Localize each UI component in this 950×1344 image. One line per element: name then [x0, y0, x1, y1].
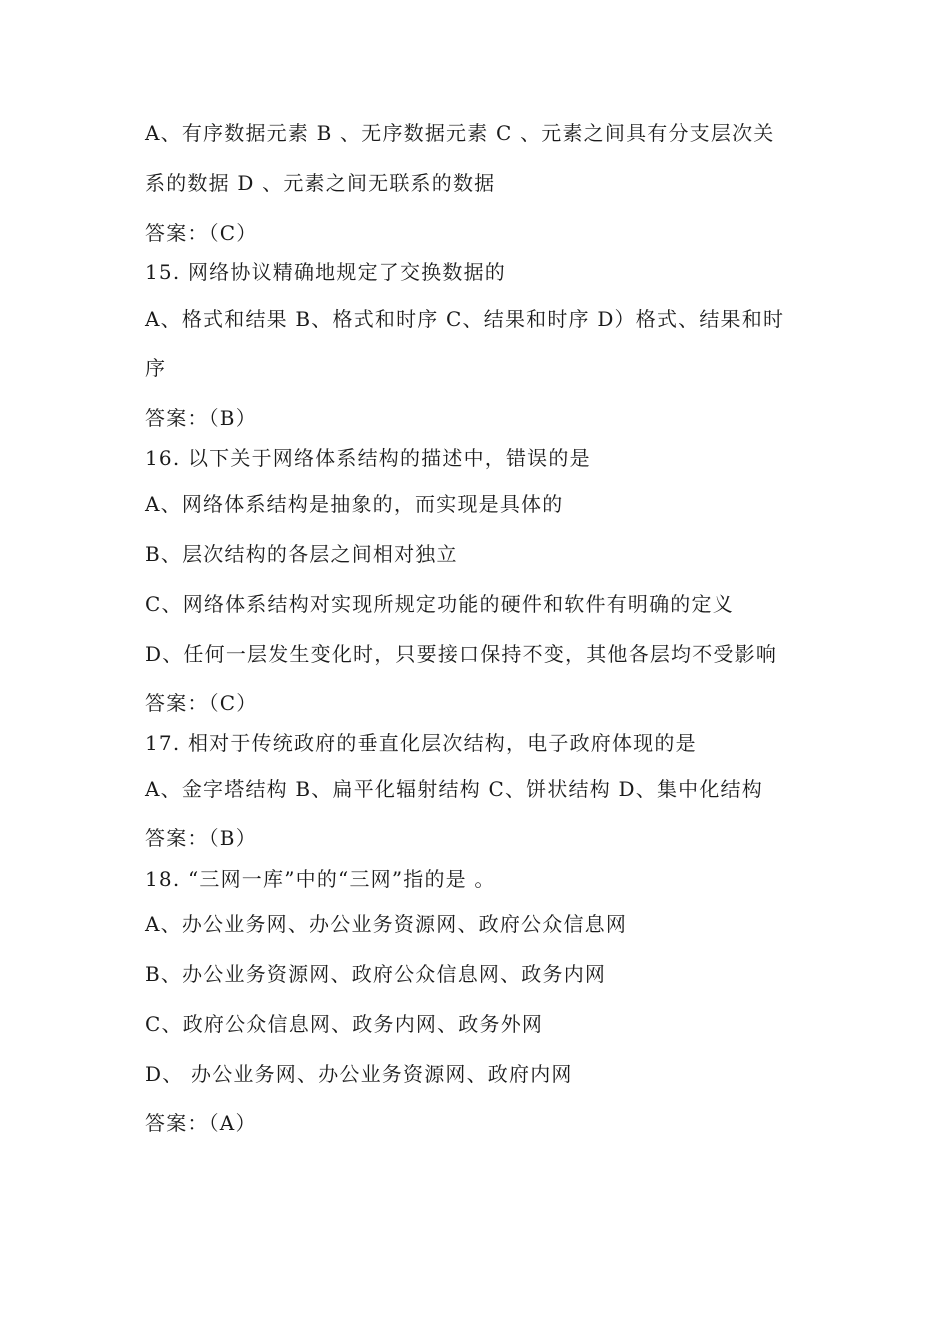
- q15-answer: 答案：（B）: [145, 406, 257, 430]
- q16-option-a: A、网络体系结构是抽象的，而实现是具体的: [145, 492, 564, 516]
- q16-answer: 答案：（C）: [145, 691, 258, 715]
- q17-question: 17. 相对于传统政府的垂直化层次结构，电子政府体现的是: [145, 731, 697, 755]
- q14-options-line-1: A、有序数据元素 B 、无序数据元素 C 、元素之间具有分支层次关: [145, 121, 775, 145]
- q18-question: 18. “三网一库”中的“三网”指的是 。: [145, 867, 496, 891]
- q14-answer: 答案：（C）: [145, 221, 258, 245]
- q18-answer: 答案：（A）: [145, 1111, 257, 1135]
- q16-question: 16. 以下关于网络体系结构的描述中，错误的是: [145, 446, 591, 470]
- q17-options: A、金字塔结构 B、扁平化辐射结构 C、饼状结构 D、集中化结构: [145, 777, 763, 801]
- q17-answer: 答案：（B）: [145, 826, 257, 850]
- q14-options-line-2: 系的数据 D 、元素之间无联系的数据: [145, 171, 496, 195]
- q15-options-line-2: 序: [145, 356, 167, 380]
- q16-option-d: D、任何一层发生变化时，只要接口保持不变，其他各层均不受影响: [145, 642, 778, 666]
- q18-option-b: B、办公业务资源网、政府公众信息网、政务内网: [145, 962, 607, 986]
- q18-option-a: A、办公业务网、办公业务资源网、政府公众信息网: [145, 912, 628, 936]
- q18-option-c: C、政府公众信息网、政务内网、政务外网: [145, 1012, 544, 1036]
- q16-option-b: B、层次结构的各层之间相对独立: [145, 542, 458, 566]
- q16-option-c: C、网络体系结构对实现所规定功能的硬件和软件有明确的定义: [145, 592, 734, 616]
- q18-option-d: D、 办公业务网、办公业务资源网、政府内网: [145, 1062, 573, 1086]
- q15-options-line-1: A、格式和结果 B、格式和时序 C、结果和时序 D）格式、结果和时: [145, 307, 785, 331]
- q15-question: 15. 网络协议精确地规定了交换数据的: [145, 260, 506, 284]
